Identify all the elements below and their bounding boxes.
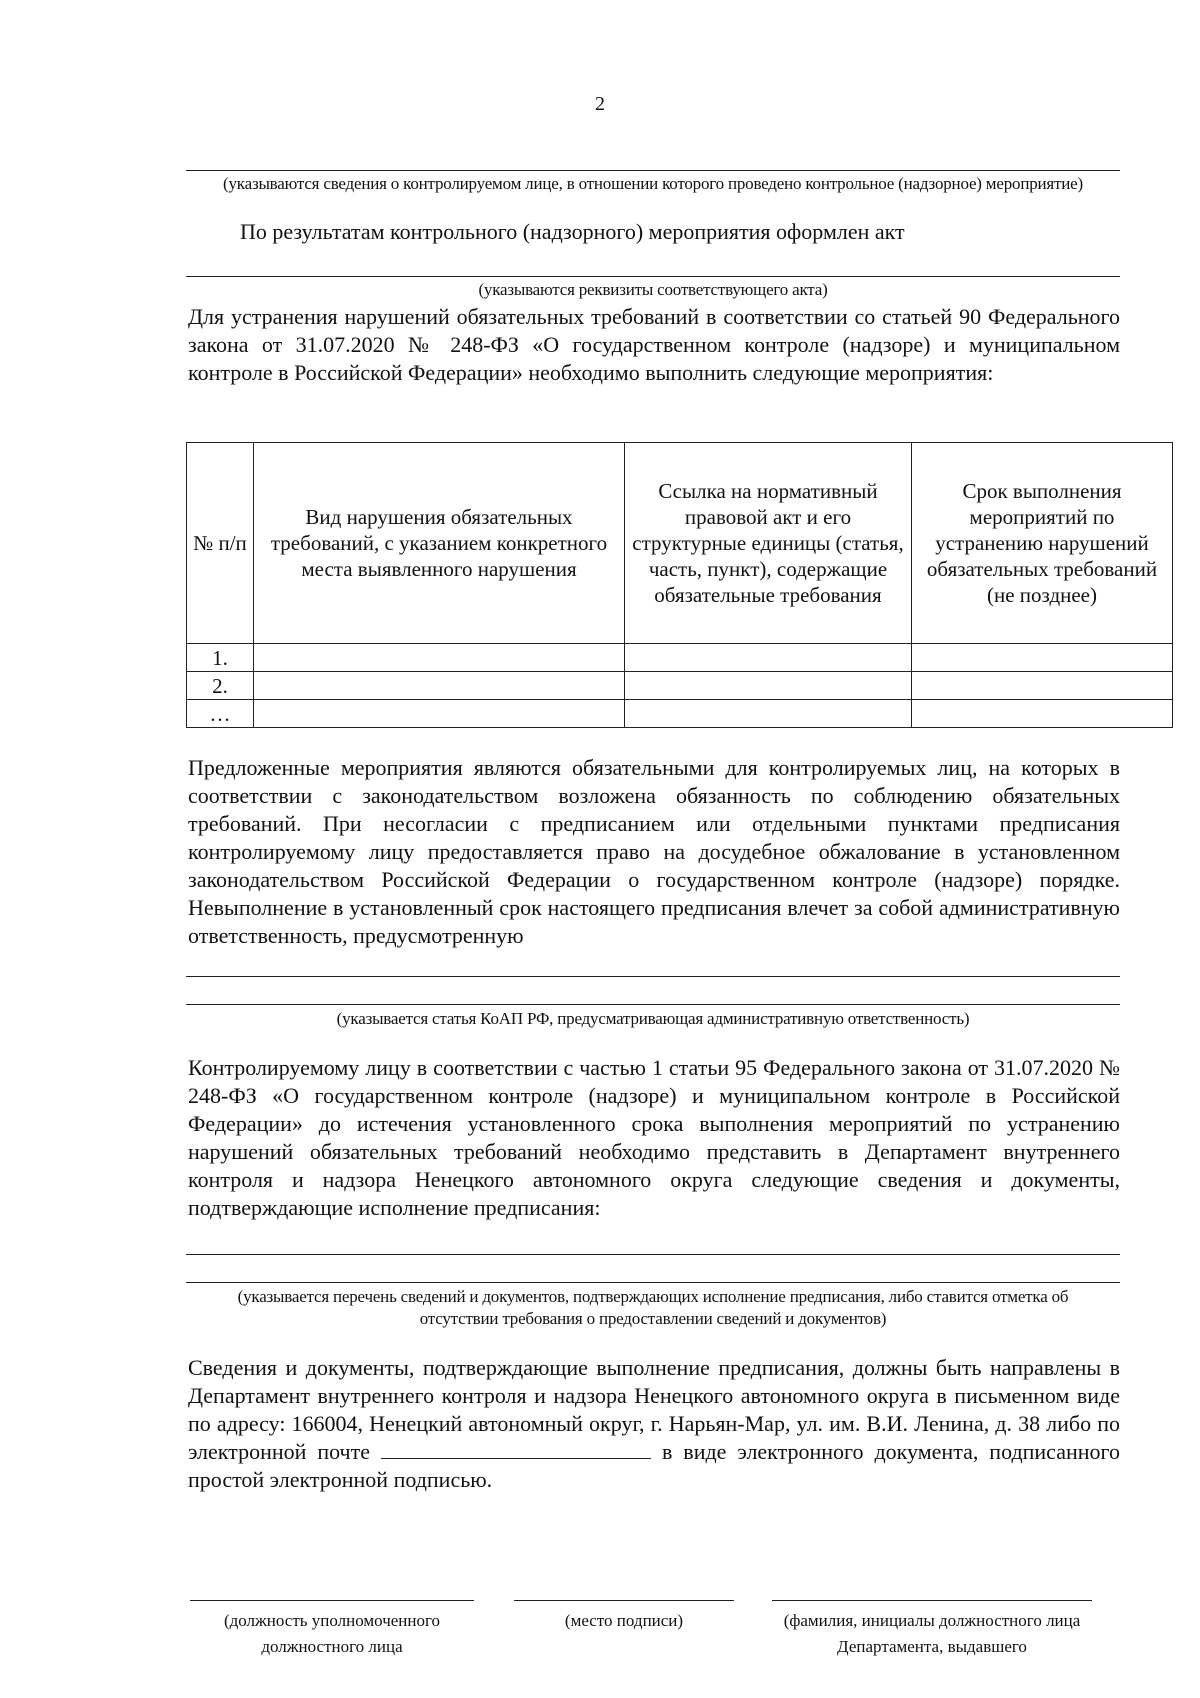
row-reference-cell <box>625 644 912 672</box>
act-details-caption: (указываются реквизиты соответствующего акта) <box>478 280 828 299</box>
header-number: № п/п <box>187 443 254 644</box>
documents-blank-line-2 <box>186 1282 1120 1283</box>
row-number: 2. <box>187 672 254 700</box>
table-row <box>187 672 1173 700</box>
signature-position-blank <box>190 1600 474 1601</box>
row-violation-cell <box>254 672 625 700</box>
signature-name-caption: (фамилия, инициалы должностного лица Департамента, выдавшего <box>783 1611 1081 1656</box>
signature-place-blank <box>514 1600 734 1601</box>
table-row <box>187 644 1173 672</box>
signature-position-caption: (должность уполномоченного должностного лица <box>223 1611 441 1656</box>
row-deadline-cell <box>912 672 1173 700</box>
obligations-paragraph: Предложенные мероприятия являются обязательными для контролируемых лиц, на которых в соответствии с законодательством возложена обязанность по соблюдению обязательных требований. При несогласии с предписанием или отдельными пунктами предписания контролируемому лицу предоставляется право на досудебное обжалование в установленном законодательством Российской Федерации о государственном контроле (надзоре) порядке. Невыполнение в установленный срок настоящего предписания влечет за собой административную ответственность, предусмотренную <box>188 755 1120 948</box>
row-violation-cell <box>254 644 625 672</box>
documents-paragraph: Контролируемому лицу в соответствии с частью 1 статьи 95 Федерального закона от 31.07.2020 № 248-ФЗ «О государственном контроле (надзоре) и муниципальном контроле в Российской Федерации» до истечения установленного срока выполнения мероприятий по устранению нарушений обязательных требований необходимо представить в Департамент внутреннего контроля и надзора Ненецкого автономного округа следующие сведения и документы, подтверждающие исполнение предписания: <box>188 1055 1120 1220</box>
row-deadline-cell <box>912 700 1173 728</box>
koap-blank-line-2 <box>186 1004 1120 1005</box>
koap-blank-line-1 <box>186 976 1120 977</box>
table-row <box>187 700 1173 728</box>
act-details-blank <box>186 276 1120 277</box>
signature-name-blank <box>772 1600 1092 1601</box>
row-number: … <box>187 700 254 728</box>
address-text: Сведения и документы, подтверждающие выполнение предписания, должны быть направлены в Департамент внутреннего контроля и надзора Ненецкого автономного округа в письменном виде по адресу: 166004, Ненецкий автономный округ, г. Нарьян-Мар, ул. им. В.И. Ленина, д. 38 либо по электронной почте <box>188 1355 1120 1464</box>
documents-caption: (указывается перечень сведений и документов, подтверждающих исполнение предписания, либо ставится отметка об отсутствии требования о предоставлении сведений и документов) <box>237 1287 1069 1328</box>
controlled-person-blank <box>186 170 1120 171</box>
table-header-row <box>187 443 1173 644</box>
measures-table <box>186 442 1173 728</box>
koap-caption: (указывается статья КоАП РФ, предусматривающая административную ответственность) <box>336 1009 970 1028</box>
row-reference-cell <box>625 672 912 700</box>
address-text-end: в виде электронного документа, подписанного простой электронной подписью. <box>188 1439 1121 1492</box>
act-line: По результатам контрольного (надзорного) мероприятия оформлен акт <box>240 219 905 244</box>
page-number: 2 <box>595 93 605 115</box>
header-legal-reference: Ссылка на нормативный правовой акт и его структурные единицы (статья, часть, пункт), содержащие обязательные требования <box>625 443 912 644</box>
row-reference-cell <box>625 700 912 728</box>
row-number: 1. <box>187 644 254 672</box>
intro-paragraph: Для устранения нарушений обязательных требований в соответствии со статьей 90 Федерального закона от 31.07.2020 № 248-ФЗ «О государственном контроле (надзоре) и муниципальном контроле в Российской Федерации» необходимо выполнить следующие мероприятия: <box>188 304 1120 385</box>
controlled-person-caption: (указываются сведения о контролируемом лице, в отношении которого проведено контрольное (надзорное) мероприятие) <box>223 174 1083 193</box>
row-violation-cell <box>254 700 625 728</box>
header-deadline: Срок выполнения мероприятий по устранению нарушений обязательных требований (не позднее) <box>912 443 1173 644</box>
signature-place-caption: (место подписи) <box>564 1611 684 1630</box>
row-deadline-cell <box>912 644 1173 672</box>
address-paragraph <box>188 1354 1120 1494</box>
header-violation-type: Вид нарушения обязательных требований, с указанием конкретного места выявленного нарушения <box>254 443 625 644</box>
documents-blank-line-1 <box>186 1254 1120 1255</box>
email-blank <box>381 1438 651 1459</box>
